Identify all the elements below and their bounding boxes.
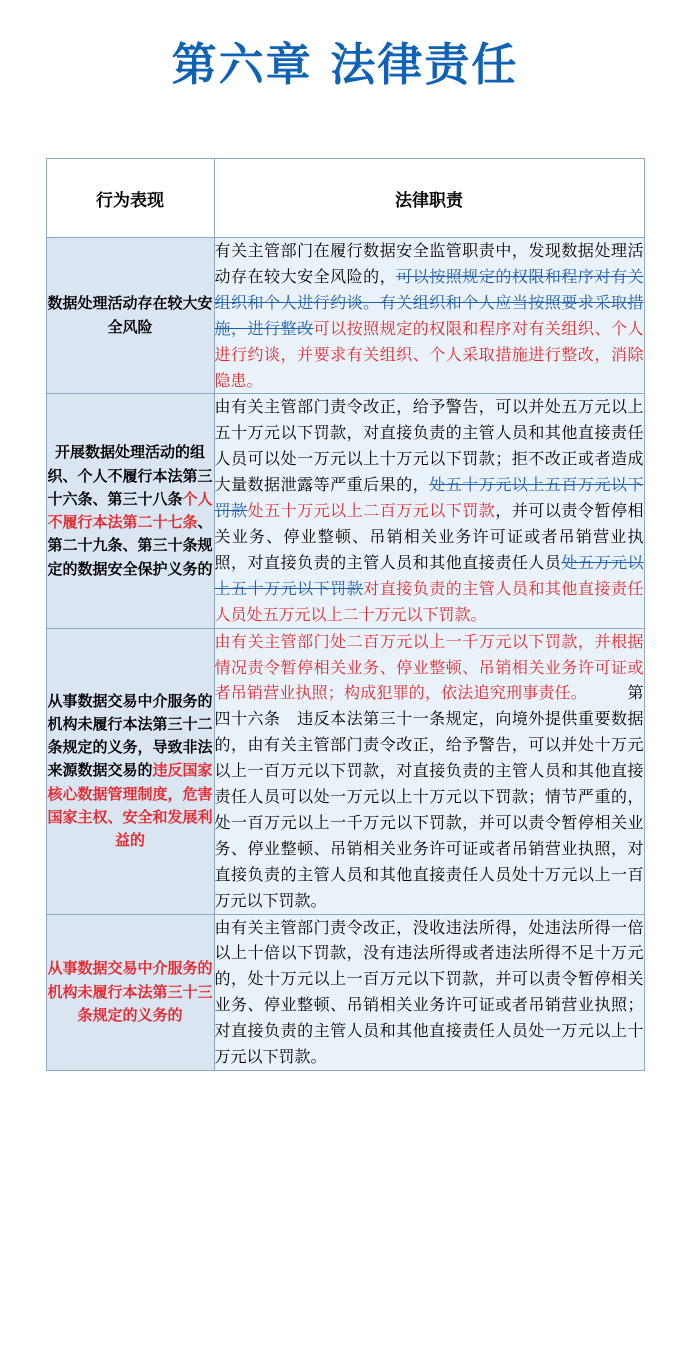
text-segment: 从事数据交易中介服务的机构未履行本法第三十三条规定的义务的 — [47, 959, 213, 1024]
table-row — [46, 628, 644, 914]
behavior-cell-1: 数据处理活动存在较大安全风险 — [46, 238, 214, 394]
text-segment: 由有关主管部门处二百万元以上一千万元以下罚款，并根据情况责令暂停相关业务、停业整顿、吊销相关业务许可证或者吊销营业执照；构成犯罪的，依法追究刑事责任。 — [214, 631, 644, 703]
text-segment: 可以按照规定的权限和程序对有关组织、个人进行约谈，并要求有关组织、个人采取措施进行整改，消除隐患。 — [214, 318, 644, 390]
table-row — [46, 238, 644, 394]
duty-cell-1 — [214, 238, 644, 394]
duty-cell-2 — [214, 394, 644, 628]
column-header-duty: 法律职责 — [214, 159, 644, 238]
column-header-behavior: 行为表现 — [46, 159, 214, 238]
text-segment: 第四十六条 违反本法第三十一条规定，向境外提供重要数据的，由有关主管部门责令改正，给予警告，可以并处十万元以上一百万元以下罚款，对直接负责的主管人员和其他直接责任人员可以处一万元以上十万元以下罚款；情节严重的，处一百万元以上一千万元以下罚款，并可以责令暂停相关业务、停业整顿、吊销相关业务许可证或者吊销营业执照，对直接负责的主管人员和其他直接责任人员处十万元以上一百万元以下罚款。 — [214, 683, 644, 910]
text-segment: 从事数据交易中介服务的机构未履行本法第三十二条规定的义务，导致非法来源数据交易的 — [47, 691, 213, 780]
text-segment: 处五十万元以上二百万元以下罚款 — [247, 501, 496, 521]
table-row — [46, 914, 644, 1070]
text-segment: 有关主管部门在履行数据安全监管职责中，发现数据处理活动存在较大安全风险的， — [214, 241, 644, 286]
table-header-row — [46, 159, 644, 238]
text-segment: 处五十万元以上五百万元以下罚款 — [214, 475, 644, 521]
text-segment: 对直接负责的主管人员和其他直接责任人员处五万元以上二十万元以下罚款。 — [214, 578, 644, 624]
behavior-cell-3 — [46, 628, 214, 914]
duty-cell-3 — [214, 628, 644, 914]
text-segment: 个人不履行本法第二十七条 — [47, 489, 213, 532]
text-segment: 处五万元以上五十万元以下罚款 — [214, 552, 644, 598]
text-segment: ，并可以责令暂停相关业务、停业整顿、吊销相关业务许可证或者吊销营业执照，对直接负责的主管人员和其他直接责任人员 — [214, 501, 644, 572]
text-segment: 开展数据处理活动的组织、个人不履行本法第三十六条、第三十八条 — [47, 443, 213, 508]
text-segment: 可以按照规定的权限和程序对有关组织和个人进行约谈。有关组织和个人应当按照要求采取措施，进行整改 — [214, 266, 644, 338]
text-segment: 违反国家核心数据管理制度，危害国家主权、安全和发展利益的 — [47, 761, 213, 850]
text-segment: 由有关主管部门责令改正，给予警告，可以并处五万元以上五十万元以下罚款，对直接负责的主管人员和其他直接责任人员可以处一万元以上十万元以下罚款；拒不改正或者造成大量数据泄露等严重后果的， — [214, 397, 644, 495]
behavior-cell-2 — [46, 394, 214, 628]
text-segment: 、第二十九条、第三十条规定的数据安全保护义务的 — [47, 513, 213, 578]
text-segment: 由有关主管部门责令改正，没收违法所得，处违法所得一倍以上十倍以下罚款，没有违法所得或者违法所得不足十万元的，处十万元以上一百万元以下罚款，并可以责令暂停相关业务、停业整顿、吊销相关业务许可证或者吊销营业执照；对直接负责的主管人员和其他直接责任人员处一万元以上十万元以下罚款。 — [214, 917, 644, 1067]
behavior-cell-4 — [46, 914, 214, 1070]
duty-cell-4 — [214, 914, 644, 1070]
page-title: 第六章 法律责任 — [171, 38, 519, 91]
table-row — [46, 394, 644, 628]
law-responsibility-table — [46, 158, 645, 1071]
